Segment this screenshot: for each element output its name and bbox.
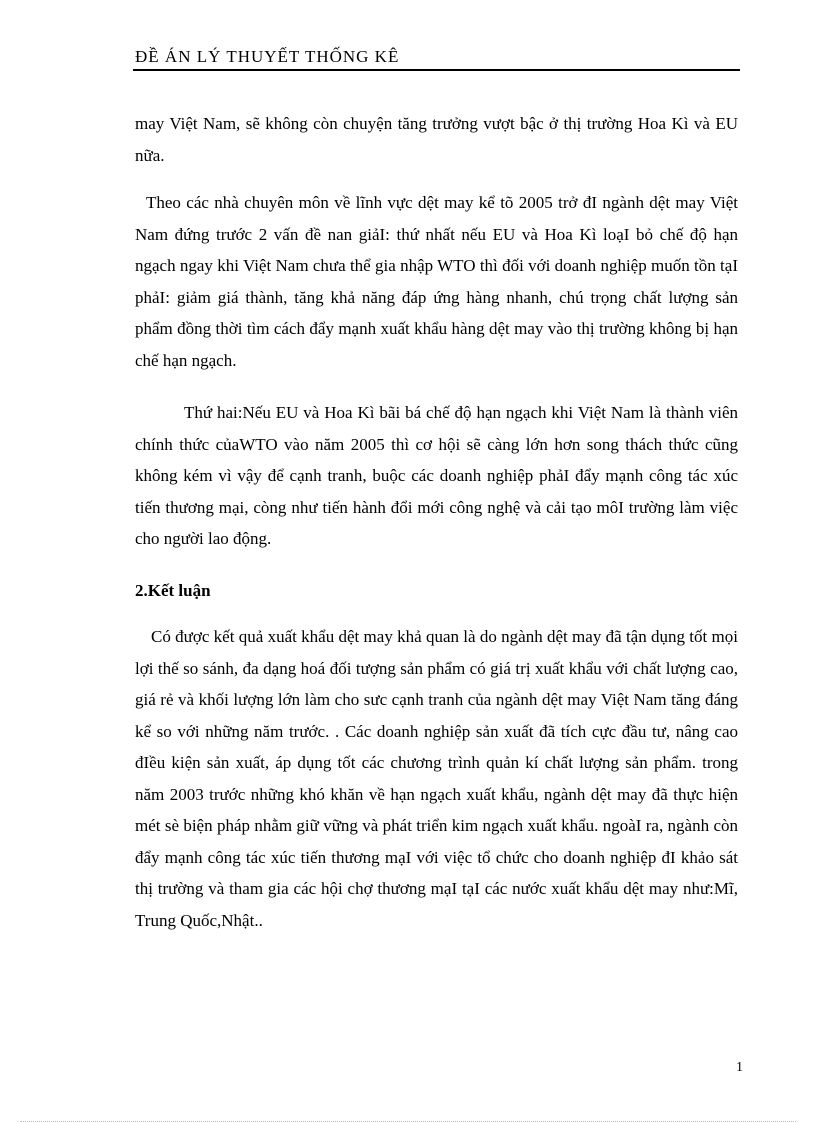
page-number: 1 (736, 1060, 743, 1075)
header-rule (133, 69, 740, 71)
body-paragraph-1: may Việt Nam, sẽ không còn chuyện tăng trưởng vượt bậc ở thị trường Hoa Kì và EU nữa. (135, 114, 738, 165)
running-header-title: ĐỀ ÁN LÝ THUYẾT THỐNG KÊ (135, 47, 400, 66)
body-paragraph-2: Theo các nhà chuyên môn về lĩnh vực dệt may kể tõ 2005 trở đI ngành dệt may Việt Nam đứng trước 2 vấn đề nan giảI: thứ nhất nếu EU và Hoa Kì loạI bỏ chế độ hạn ngạch ngay khi Việt Nam chưa thể gia nhập WTO thì đối với doanh nghiệp muốn tồn tạI phảI: giảm giá thành, tăng khả năng đáp ứng hàng nhanh, chú trọng chất lượng sản phẩm đồng thời tìm cách đẩy mạnh xuất khẩu hàng dệt may vào thị trường không bị hạn chế hạn ngạch. (135, 193, 738, 370)
body-paragraph-3: Thứ hai:Nếu EU và Hoa Kì bãi bá chế độ hạn ngạch khi Việt Nam là thành viên chính thức củaWTO vào năm 2005 thì cơ hội sẽ càng lớn hơn song thách thức cũng không kém vì vậy để cạnh tranh, buộc các doanh nghiệp phảI đẩy mạnh công tác xúc tiến thương mại, còng như tiến hành đổi mới công nghệ và cải tạo môI trường làm việc cho người lao động. (135, 403, 738, 548)
section-paragraph: Có được kết quả xuất khẩu dệt may khả quan là do ngành dệt may đã tận dụng tốt mọi lợi thế so sánh, đa dạng hoá đối tượng sản phẩm có giá trị xuất khẩu với chất lượng cao, giá rẻ và khối lượng lớn làm cho sưc cạnh tranh của ngành dệt may Việt Nam tăng đáng kể so với những năm trước. . Các doanh nghiệp sản xuất đã tích cực đầu tư, nâng cao đIều kiện sản xuất, áp dụng tốt các chương trình quản kí chất lượng sản phẩm. trong năm 2003 trước những khó khăn về hạn ngạch xuất khẩu, ngành dệt may đã thực hiện mét sè biện pháp nhằm giữ vững và phát triển kim ngạch xuất khẩu. ngoàI ra, ngành còn đẩy mạnh công tác xúc tiến thương mạI với việc tổ chức cho doanh nghiệp đI khảo sát thị trường và tham gia các hội chợ thương mạI tạI các nước xuất khẩu dệt may như:Mĩ, Trung Quốc,Nhật.. (135, 627, 738, 930)
page-bottom-rule (20, 1121, 796, 1122)
section-heading: 2.Kết luận (135, 581, 211, 600)
